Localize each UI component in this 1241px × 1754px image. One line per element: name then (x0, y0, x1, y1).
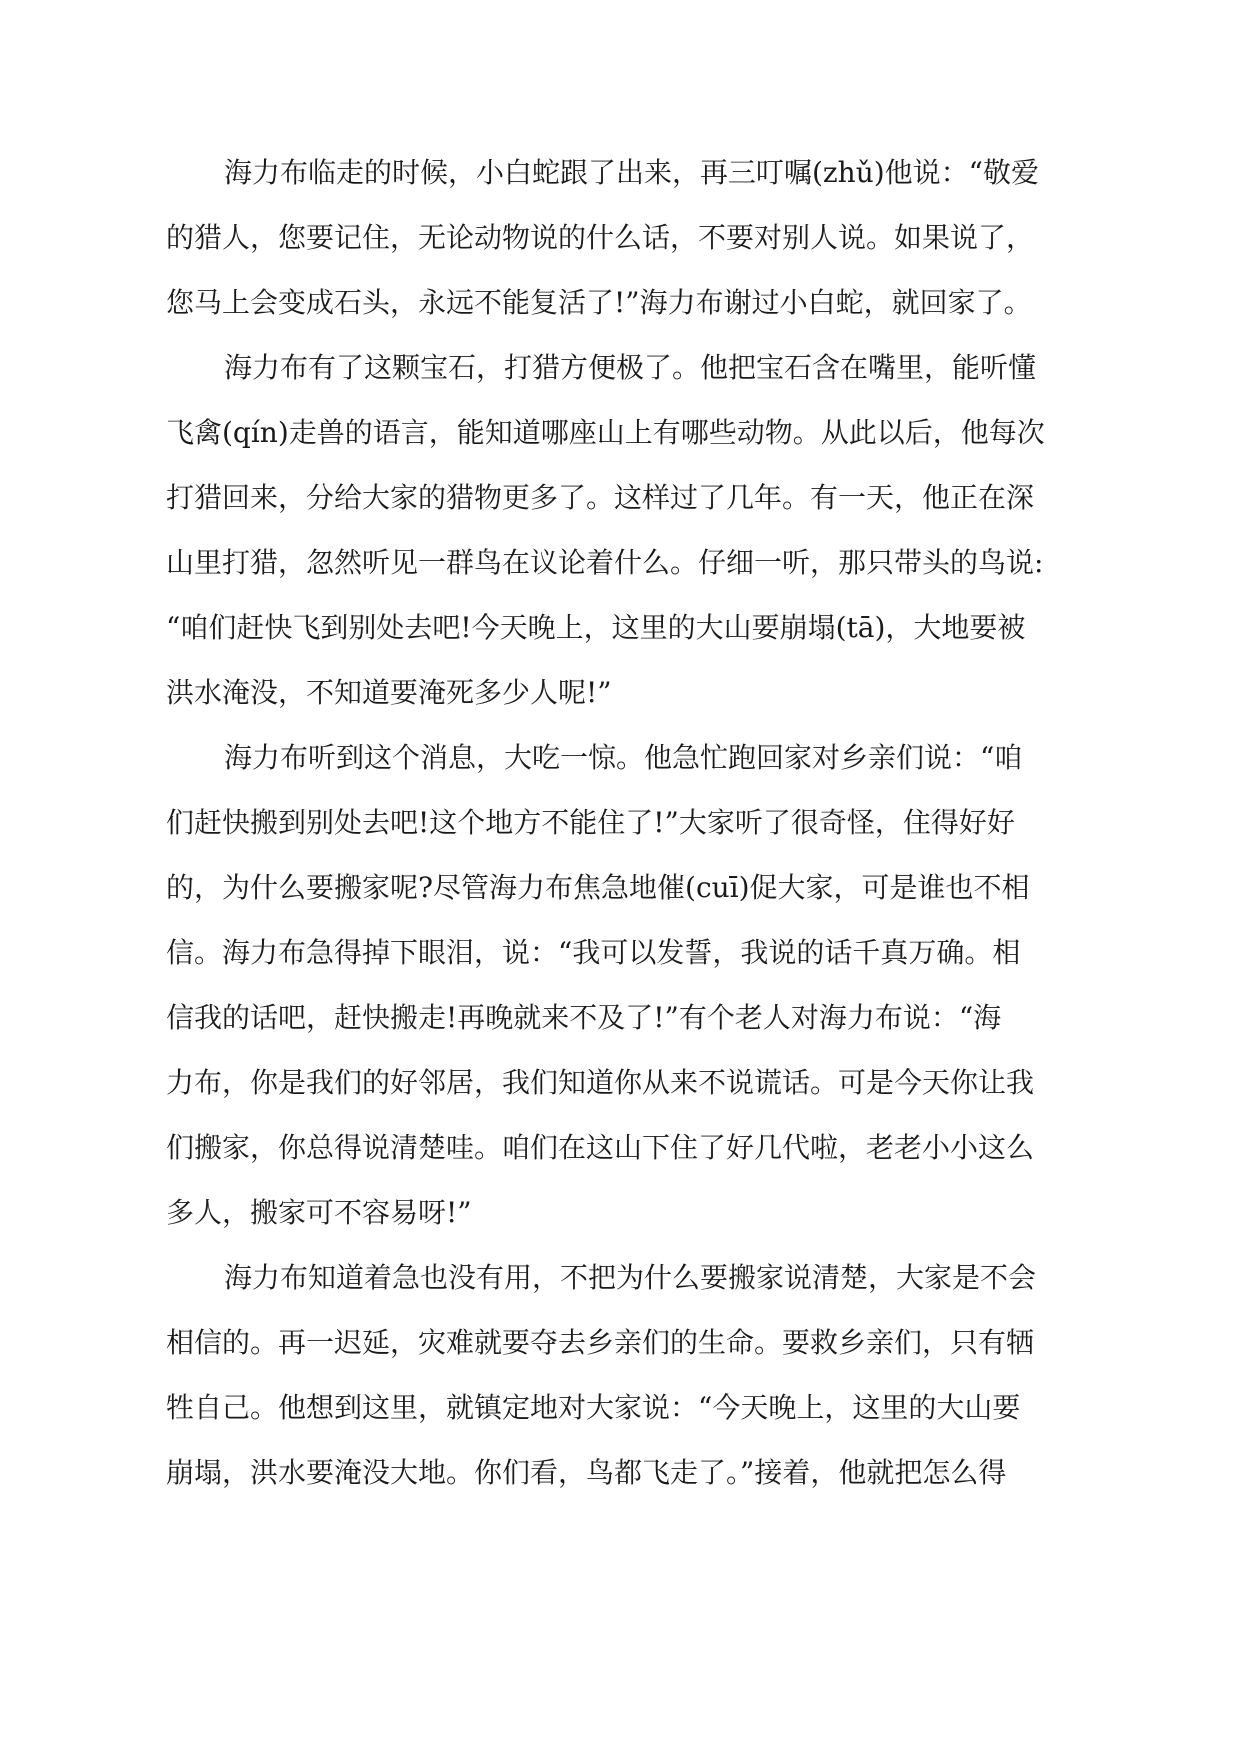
text-line: “咱们赶快飞到别处去吧!今天晚上，这里的大山要崩塌(tā)，大地要被 (166, 611, 1026, 644)
text-line: 您马上会变成石头，永远不能复活了!”海力布谢过小白蛇，就回家了。 (166, 286, 1032, 319)
text-line: 海力布临走的时候，小白蛇跟了出来，再三叮嘱(zhǔ)他说：“敬爱 (224, 156, 1039, 189)
text-line: 海力布有了这颗宝石，打猎方便极了。他把宝石含在嘴里，能听懂 (224, 351, 1037, 384)
text-line: 打猎回来，分给大家的猎物更多了。这样过了几年。有一天，他正在深 (166, 481, 1035, 514)
text-line: 的猎人，您要记住，无论动物说的什么话，不要对别人说。如果说了， (166, 221, 1035, 254)
paragraph-4 (166, 1245, 1078, 1505)
text-line: 牲自己。他想到这里，就镇定地对大家说：“今天晚上，这里的大山要 (166, 1391, 1021, 1424)
text-line: 海力布知道着急也没有用，不把为什么要搬家说清楚，大家是不会 (224, 1261, 1037, 1294)
text-line: 信我的话吧，赶快搬走!再晚就来不及了!”有个老人对海力布说：“海 (166, 1001, 1002, 1034)
text-line: 们搬家，你总得说清楚哇。咱们在这山下住了好几代啦，老老小小这么 (166, 1131, 1035, 1164)
text-line: 多人，搬家可不容易呀!” (166, 1196, 472, 1229)
text-line: 崩塌，洪水要淹没大地。你们看，鸟都飞走了。”接着，他就把怎么得 (166, 1456, 1007, 1489)
document-body (166, 140, 1078, 1505)
text-line: 山里打猎，忽然听见一群鸟在议论着什么。仔细一听，那只带头的鸟说: (166, 546, 1044, 579)
text-line: 力布，你是我们的好邻居，我们知道你从来不说谎话。可是今天你让我 (166, 1066, 1035, 1099)
text-line: 飞禽(qín)走兽的语言，能知道哪座山上有哪些动物。从此以后，他每次 (166, 416, 1045, 449)
paragraph-2 (166, 335, 1078, 725)
text-line: 的，为什么要搬家呢?尽管海力布焦急地催(cuī)促大家，可是谁也不相 (166, 871, 1030, 904)
text-line: 海力布听到这个消息，大吃一惊。他急忙跑回家对乡亲们说：“咱 (224, 741, 1023, 774)
text-line: 们赶快搬到别处去吧!这个地方不能住了!”大家听了很奇怪，住得好好 (166, 806, 1015, 839)
text-line: 信。海力布急得掉下眼泪，说：“我可以发誓，我说的话千真万确。相 (166, 936, 1021, 969)
text-line: 洪水淹没，不知道要淹死多少人呢!” (166, 676, 612, 709)
paragraph-3 (166, 725, 1078, 1245)
paragraph-1 (166, 140, 1078, 335)
text-line: 相信的。再一迟延，灾难就要夺去乡亲们的生命。要救乡亲们，只有牺 (166, 1326, 1035, 1359)
